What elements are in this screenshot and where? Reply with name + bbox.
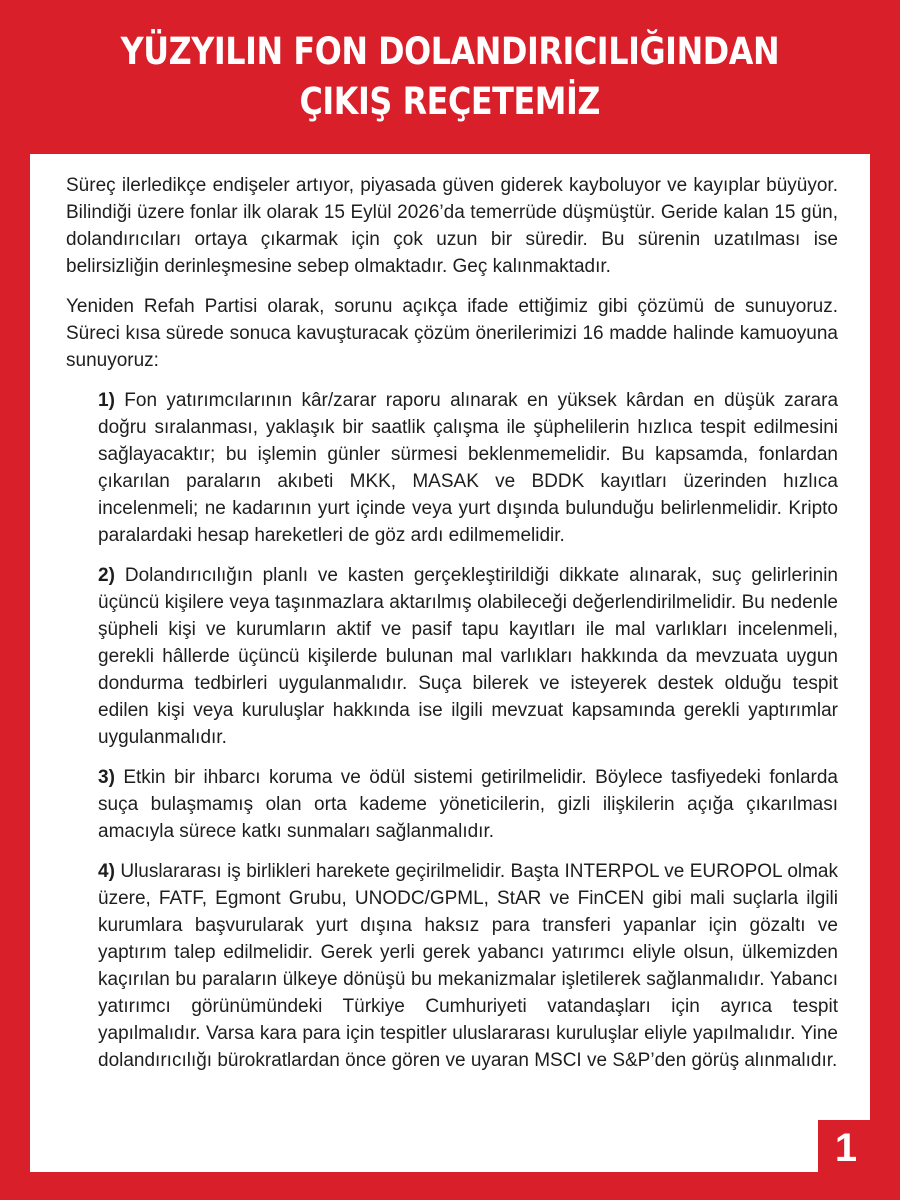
item-text: Fon yatırımcılarının kâr/zarar raporu alınarak en yüksek kârdan en düşük zarara doğru sıralanması, yaklaşık bir saatlik çalışma ile şüphelilerin hızlıca tespit edilmesini sağlayacaktır; bu işlemin günler sürmesi beklenmemelidir. Bu kapsamda, fonlardan çıkarılan paraların akıbeti MKK, MASAK ve BDDK kayıtları üzerinden hızlıca incelenmeli; ne kadarının yurt içinde veya yurt dışında bulunduğu belirlenmelidir. Kripto paralardaki hesap hareketleri de göz ardı edilmemelidir.: [98, 390, 839, 546]
list-item-1: [98, 387, 838, 549]
item-number: 4): [98, 861, 115, 882]
item-text: Dolandırıcılığın planlı ve kasten gerçekleştirildiği dikkate alınarak, suç gelirlerinin üçüncü kişilere veya taşınmazlara aktarılmış olabileceği değerlendirilmelidir. Bu nedenle şüpheli kişi ve kurumların aktif ve pasif tapu kayıtları ile mal varlıkları incelenmeli, gerekli hâllerde üçüncü kişilerde bulunan mal varlıkları hakkında da mevzuata uygun dondurma tedbirleri uygulanmalıdır. Suça bilerek ve isteyerek destek olduğu tespit edilen kişi veya kuruluşlar hakkında ise ilgili mevzuat kapsamında gerekli yaptırımlar uygulanmalıdır.: [98, 565, 838, 748]
list-item-3: [98, 764, 838, 845]
item-number: 2): [98, 565, 115, 586]
document-title: [0, 0, 900, 154]
title-line-2: ÇIKIŞ REÇETEMİZ: [299, 80, 601, 123]
page-number-badge: 1: [818, 1120, 874, 1176]
item-text: Uluslararası iş birlikleri harekete geçirilmelidir. Başta INTERPOL ve EUROPOL olmak üzere, FATF, Egmont Grubu, UNODC/GPML, StAR ve FinCEN gibi mali suçlarla ilgili kurumlara başvurularak yurt dışına haksız para transferi yapanlar için gözaltı ve yaptırım talep edilmelidir. Gerek yerli gerek yabancı yatırımcı eliyle olsun, ülkemizden kaçırılan bu paraların ülkeye dönüşü bu mekanizmalar işletilerek sağlanmalıdır. Yabancı yatırımcı görünümündeki Türkiye Cumhuriyeti vatandaşları için ayrıca tespit yapılmalıdır. Varsa kara para için tespitler uluslararası kuruluşlar eliyle yapılmalıdır. Yine dolandırıcılığı bürokratlardan önce gören ve uyaran MSCI ve S&P’den görüş alınmalıdır.: [98, 861, 839, 1071]
intro-paragraph-2: Yeniden Refah Partisi olarak, sorunu açıkça ifade ettiğimiz gibi çözümü de sunuyoruz. Süreci kısa sürede sonuca kavuşturacak çözüm önerilerimizi 16 madde halinde kamuoyuna sunuyoruz:: [66, 296, 838, 371]
list-item-4: [98, 858, 838, 1074]
list-item-2: [98, 562, 838, 751]
item-number: 1): [98, 390, 115, 411]
intro-paragraph-1: Süreç ilerledikçe endişeler artıyor, piyasada güven giderek kayboluyor ve kayıplar büyüyor. Bilindiği üzere fonlar ilk olarak 15 Eylül 2026’da temerrüde düşmüştür. Geride kalan 15 gün, dolandırıcıları ortaya çıkarmak için çok uzun bir süredir. Bu sürenin uzatılması ise belirsizliğin derinleşmesine sebep olmaktadır. Geç kalınmaktadır.: [66, 175, 838, 277]
item-text: Etkin bir ihbarcı koruma ve ödül sistemi getirilmelidir. Böylece tasfiyedeki fonlarda suça bulaşmamış olan orta kademe yöneticilerin, gizli ilişkilerin açığa çıkarılması amacıyla sürece katkı sunmaları sağlanmalıdır.: [98, 767, 838, 842]
title-line-1: YÜZYILIN FON DOLANDIRICILIĞINDAN: [120, 30, 780, 73]
item-number: 3): [98, 767, 115, 788]
content-panel: [30, 154, 870, 1172]
